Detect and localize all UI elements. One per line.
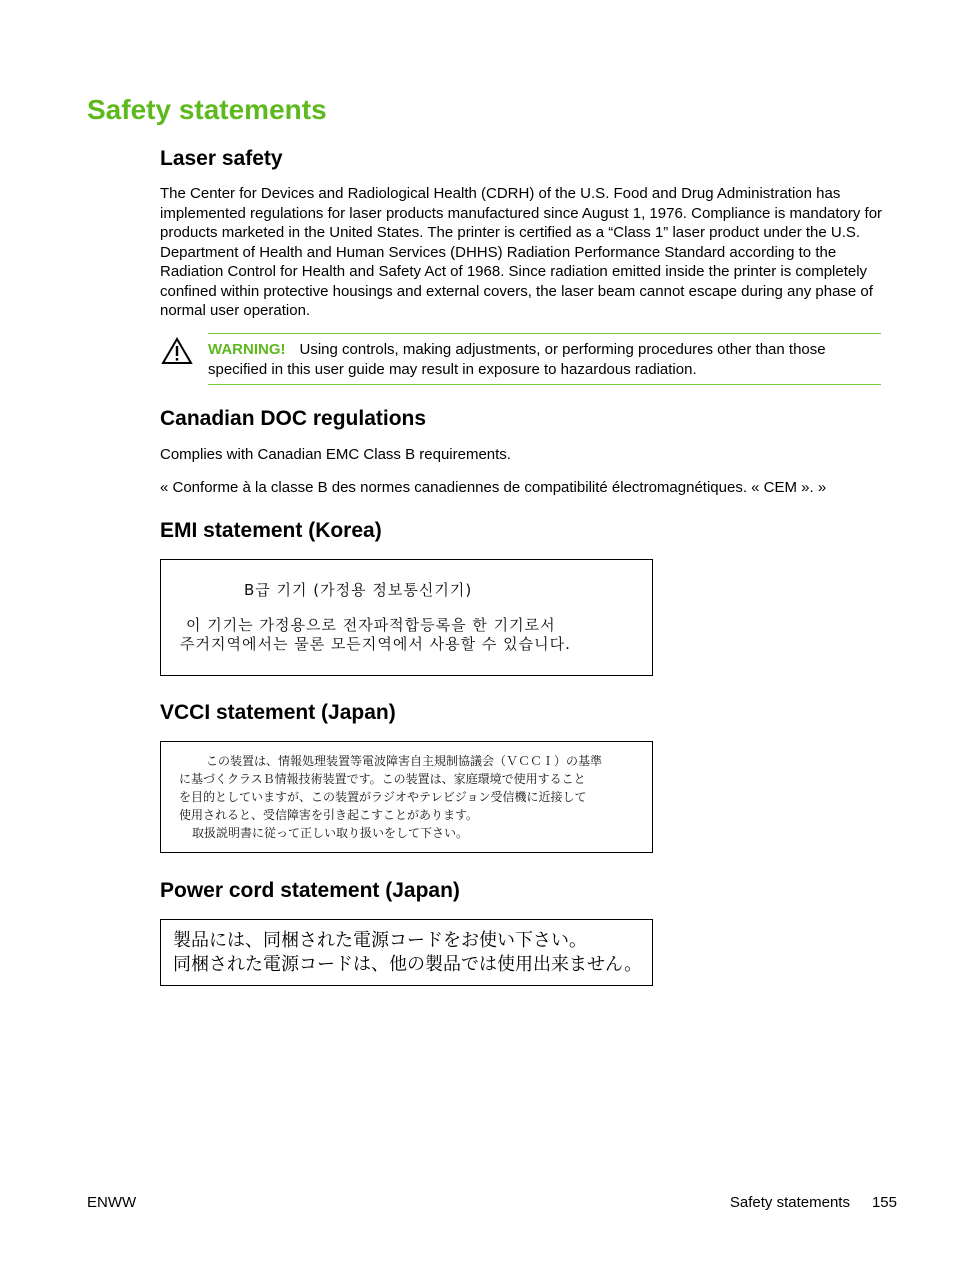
- vcci-japan-box: [160, 741, 653, 853]
- canadian-doc-heading: Canadian DOC regulations: [160, 407, 427, 430]
- korea-line-2: 이 기기는 가정용으로 전자파적합등록을 한 기기로서: [186, 616, 556, 634]
- page-title: Safety statements: [87, 94, 327, 125]
- power-cord-line-1: 製品には、同梱された電源コードをお使い下さい。: [173, 930, 587, 951]
- vcci-line-1: この装置は、情報処理装置等電波障害自主規制協議会（ＶＣＣＩ）の基準: [206, 754, 603, 768]
- footer-right: [730, 1193, 897, 1212]
- canadian-doc-french: « Conforme à la classe B des normes canadiennes de compatibilité électromagnétiques. « CEM ». »: [160, 479, 827, 496]
- canadian-doc-english: Complies with Canadian EMC Class B requirements.: [160, 446, 511, 463]
- vcci-japan-heading: VCCI statement (Japan): [160, 701, 396, 724]
- power-cord-japan-box: [160, 919, 653, 986]
- laser-safety-paragraph: The Center for Devices and Radiological Health (CDRH) of the U.S. Food and Drug Administration has implemented regulations for laser products manufactured since August 1, 1976. Compliance is mandatory for products marketed in the United States. The printer is certified as a “Class 1” laser product under the U.S. Department of Health and Human Services (DHHS) Radiation Performance Standard according to the Radiation Control for Health and Safety Act of 1968. Since radiation emitted inside the printer is completely confined within protective housings and external covers, the laser beam cannot escape during any phase of normal user operation.: [160, 185, 883, 319]
- warning-message: Using controls, making adjustments, or performing procedures other than those specified in this user guide may result in exposure to hazardous radiation.: [208, 341, 826, 378]
- warning-triangle-icon: [161, 337, 193, 365]
- laser-safety-heading: Laser safety: [160, 147, 283, 170]
- footer-page-number: 155: [871, 1194, 897, 1211]
- power-cord-japan-heading: Power cord statement (Japan): [160, 879, 460, 902]
- korea-line-1: B급 기기 (가정용 정보통신기기): [244, 581, 473, 599]
- emi-korea-heading: EMI statement (Korea): [160, 519, 382, 542]
- warning-label: WARNING!: [208, 341, 286, 358]
- vcci-line-3: を目的としていますが、この装置がラジオやテレビジョン受信機に近接して: [179, 790, 587, 804]
- emi-korea-box: [160, 559, 653, 676]
- warning-text-block: [208, 340, 881, 379]
- korea-line-3: 주거지역에서는 물론 모든지역에서 사용할 수 있습니다.: [180, 635, 571, 653]
- warning-callout: [208, 333, 881, 385]
- vcci-line-5: 取扱説明書に従って正しい取り扱いをして下さい。: [192, 826, 469, 840]
- footer-section-name: Safety statements: [729, 1194, 850, 1211]
- footer-left-label: ENWW: [87, 1194, 137, 1211]
- vcci-line-2: に基づくクラスＢ情報技術装置です。この装置は、家庭環境で使用すること: [179, 772, 586, 786]
- power-cord-line-2: 同梱された電源コードは、他の製品では使用出来ません。: [173, 954, 643, 975]
- vcci-line-4: 使用されると、受信障害を引き起こすことがあります。: [179, 808, 479, 822]
